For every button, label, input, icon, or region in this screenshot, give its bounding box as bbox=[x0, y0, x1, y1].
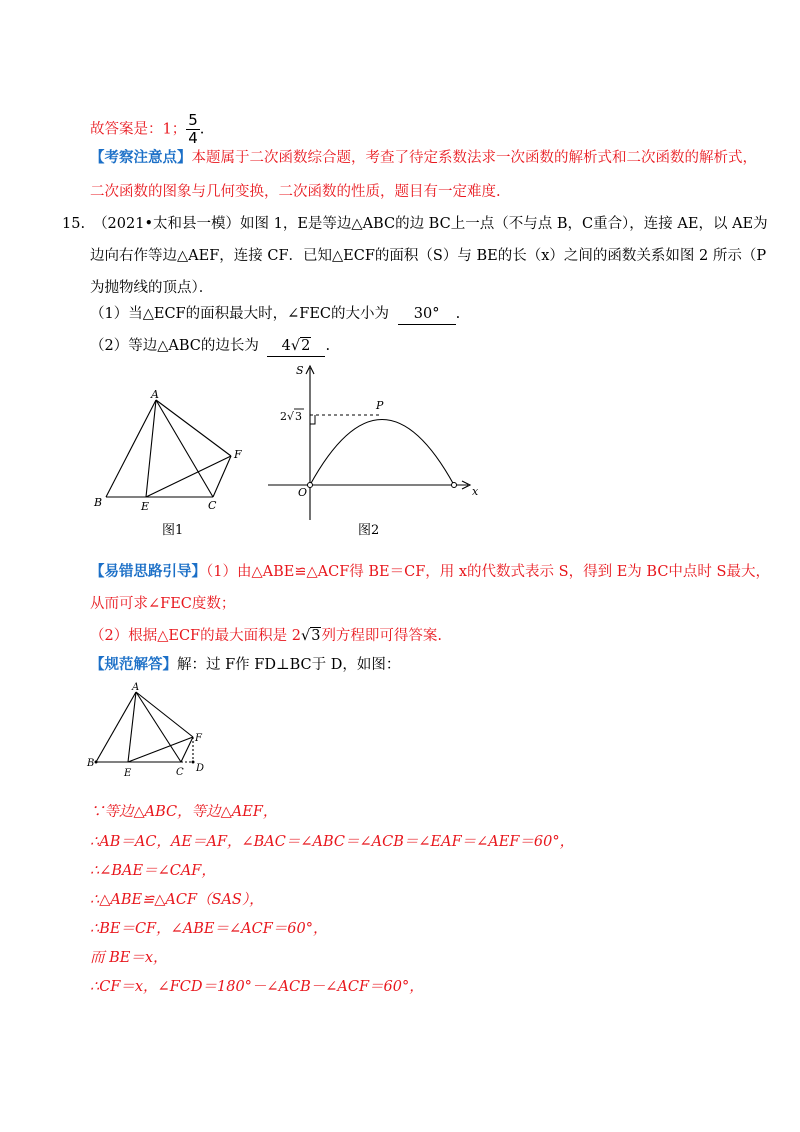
solution-step-1: ∵等边△ABC，等边△AEF， bbox=[90, 804, 278, 820]
fig2-axis-x: x bbox=[472, 485, 479, 498]
question-15-line-2: 边向右作等边△AEF，连接 CF．已知△ECF的面积（S）与 BE的长（x）之间的函数关系如图 2 所示（P bbox=[90, 248, 767, 264]
note-line-1 bbox=[90, 148, 757, 168]
sub-question-2-answer bbox=[267, 336, 325, 357]
solution-step-7: ∴CF＝x，∠FCD＝180°－∠ACB－∠ACF＝60°， bbox=[90, 979, 424, 995]
solution-label-f: F bbox=[195, 733, 202, 744]
hint-tag: 【易错思路引导】 bbox=[90, 563, 206, 580]
solution-tag: 【规范解答】 bbox=[90, 656, 177, 673]
hint-line-1 bbox=[90, 562, 770, 582]
fig2-caption: 图2 bbox=[358, 523, 380, 538]
question-text-1: （2021•太和县一模）如图 1，E是等边△ABC的边 BC上一点（不与点 B，C重合），连接 AE，以 AE为 bbox=[93, 216, 768, 232]
sub-question-2 bbox=[90, 336, 330, 357]
hint-line-2: 从而可求∠FEC度数； bbox=[90, 596, 236, 612]
solution-label-c: C bbox=[176, 767, 184, 778]
question-15-line-3: 为抛物线的顶点）． bbox=[90, 280, 214, 296]
fig2-ymax-rad: 3 bbox=[295, 410, 302, 423]
fraction-denominator: 4 bbox=[188, 129, 198, 147]
figure-2 bbox=[262, 360, 492, 542]
solution-header bbox=[90, 655, 400, 675]
solution-label-a: A bbox=[132, 682, 140, 693]
sub-question-1-answer bbox=[398, 304, 456, 325]
fig1-caption: 图1 bbox=[162, 523, 184, 538]
answer-value: 30° bbox=[413, 306, 440, 322]
fraction bbox=[186, 112, 200, 147]
figure-1 bbox=[88, 384, 258, 540]
solution-step-6: 而 BE＝x， bbox=[90, 950, 168, 966]
solution-figure bbox=[84, 680, 214, 780]
solution-intro: 解：过 F作 FD⊥BC于 D，如图： bbox=[177, 657, 401, 673]
fig1-label-a: A bbox=[151, 388, 159, 401]
fig1-label-b: B bbox=[94, 496, 103, 509]
note-text-1: 本题属于二次函数综合题，考查了待定系数法求一次函数的解析式和二次函数的解析式， bbox=[191, 150, 757, 166]
previous-answer-suffix: . bbox=[199, 121, 205, 138]
answer-coefficient: 4 bbox=[281, 338, 291, 354]
question-number: 15. bbox=[62, 216, 86, 232]
note-line-2: 二次函数的图象与几何变换，二次函数的性质，题目有一定难度. bbox=[90, 184, 501, 200]
solution-step-3: ∴∠BAE＝∠CAF， bbox=[90, 863, 216, 879]
solution-step-4: ∴△ABE≌△ACF（SAS）， bbox=[90, 892, 264, 908]
note-tag: 【考察注意点】 bbox=[90, 149, 192, 166]
sqrt-symbol: √ bbox=[287, 410, 295, 423]
sub-question-1-text: （1）当△ECF的面积最大时，∠FEC的大小为 bbox=[90, 306, 390, 322]
hint-text-3a: （2）根据△ECF的最大面积是 2 bbox=[90, 628, 301, 644]
solution-label-d: D bbox=[196, 763, 205, 774]
sqrt-symbol: √3 bbox=[300, 628, 321, 644]
previous-answer-prefix: 故答案是：1； bbox=[90, 121, 187, 138]
fig1-label-f: F bbox=[234, 448, 242, 461]
fig2-vertex: P bbox=[376, 399, 384, 412]
solution-label-b: B bbox=[87, 758, 95, 769]
sub-question-1-end: . bbox=[455, 306, 461, 322]
answer-radicand: 2 bbox=[301, 338, 311, 354]
solution-label-e: E bbox=[124, 768, 132, 779]
hint-text-3b: 列方程即可得答案. bbox=[321, 628, 443, 644]
fig2-origin: O bbox=[298, 486, 308, 499]
solution-step-5: ∴BE＝CF，∠ABE＝∠ACF＝60°， bbox=[90, 921, 328, 937]
sub-question-2-text: （2）等边△ABC的边长为 bbox=[90, 338, 259, 354]
sub-question-1 bbox=[90, 304, 460, 325]
hint-text-1: （1）由△ABE≌△ACF得 BE＝CF，用 x的代数式表示 S，得到 E为 BC中点时 S最大， bbox=[206, 564, 770, 580]
hint-radicand: 3 bbox=[311, 628, 321, 644]
sqrt-symbol: √2 bbox=[290, 338, 311, 354]
sub-question-2-end: . bbox=[325, 338, 331, 354]
previous-answer bbox=[90, 112, 204, 147]
hint-line-3 bbox=[90, 626, 442, 646]
fig1-label-c: C bbox=[208, 499, 217, 512]
fig2-axis-y: S bbox=[296, 364, 304, 377]
fig2-ymax-coef: 2 bbox=[280, 410, 287, 423]
fraction-numerator: 5 bbox=[188, 111, 198, 129]
solution-step-2: ∴AB＝AC，AE＝AF，∠BAC＝∠ABC＝∠ACB＝∠EAF＝∠AEF＝60°， bbox=[90, 834, 575, 850]
question-15-line-1 bbox=[62, 214, 768, 234]
fig1-label-e: E bbox=[141, 500, 150, 513]
